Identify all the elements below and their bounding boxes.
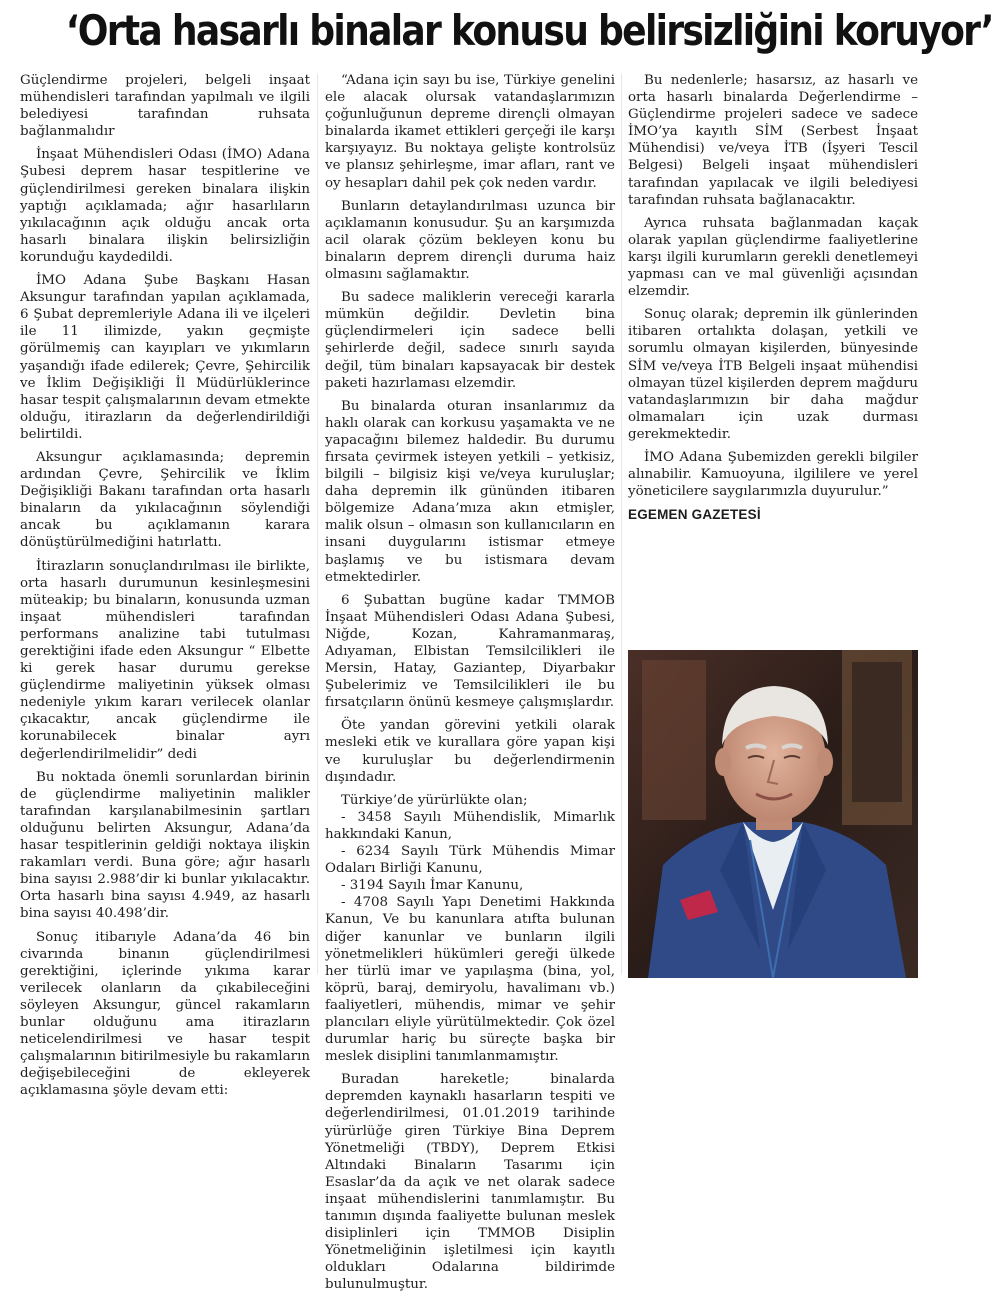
paragraph: İMO Adana Şube Başkanı Hasan Aksungur tarafından yapılan açıklamada, 6 Şubat depremleriyle Adana ili ve ilçeleri ile 11 ilimizde, yakın geçmişte görülmemiş can kayıpları ve yıkımların yaşandığı ifade edilerek; Çevre, Şehircilik ve İklim Değişikliği İl Müdürlüklerince hasar tespit çalışmalarının devam etmekte olduğu, itirazların da değerlendirildiği belirtildi. bbox=[20, 273, 310, 442]
paragraph: 6 Şubattan bugüne kadar TMMOB İnşaat Mühendisleri Odası Adana Şubesi, Niğde, Kozan, Kahramanmaraş, Adıyaman, Elbistan Temsilcilikleri ile Mersin, Hatay, Gaziantep, Diyarbakır Şubelerimiz ve Temsilcilikleri ile bu fırsatçıların önünü kesmeye çalışmışlardır. bbox=[325, 592, 615, 711]
paragraph: “Adana için sayı bu ise, Türkiye genelini ele alacak olursak vatandaşlarımızın çoğunluğunun depreme dirençli olmayan binalarda ikamet ettikleri gerçeği ile karşı karşıyayız. Bu noktaya gelişte kontrolsüz ve plansız şehirleşme, imar afları, rant ve oy hesapları dahil pek çok neden vardır. bbox=[325, 73, 615, 191]
headline: ‘Orta hasarlı binalar konusu belirsizliğini koruyor’ bbox=[65, 6, 993, 55]
column-rule bbox=[317, 74, 318, 974]
ear-left bbox=[715, 748, 731, 776]
list-item: - 4708 Sayılı Yapı Denetimi Hakkında Kanun, Ve bu kanunlara atıfta bulunan diğer kanunlar ve bunların ilgili yönetmelikleri hükümleri gereği ülkede her türlü imar ve yapılaşma (bina, yol, köprü, baraj, demiryolu, havalimanı vb.) faaliyetleri, mühendis, mimar ve şehir plancıları eliyle yürütülmektedir. Çok özel durumlar hariç bu süreçte başka bir meslek disiplini tanımlanmamıştır. bbox=[325, 895, 615, 1065]
paragraph: İMO Adana Şubemizden gerekli bilgiler alınabilir. Kamuoyuna, ilgililere ve yerel yöneticilere saygılarımızla duyurulur.” bbox=[628, 449, 918, 500]
paragraph: Aksungur açıklamasında; depremin ardından Çevre, Şehircilik ve İklim Değişikliği Bakanı tarafından orta hasarlı binaların da yıkılacağının söylendiği ancak bu açıklamanın karara dönüştürülmediğini hatırlattı. bbox=[20, 449, 310, 551]
list-item: - 3458 Sayılı Mühendislik, Mimarlık hakkındaki Kanun, bbox=[325, 809, 615, 842]
source-credit: EGEMEN GAZETESİ bbox=[628, 507, 761, 523]
paragraph: Buradan hareketle; binalarda depremden kaynaklı hasarların tespiti ve değerlendirilmesi, 01.01.2019 tarihinde yürürlüğe giren Türkiye Bina Deprem Yönetmeliği (TBDY), Deprem Etkisi Altındaki Binaların Tasarımı için Esaslar’da da açık ve net olarak sadece inşaat mühendislerini tanımlamıştır. Bu tanımın dışında faaliyette bulunan meslek disiplinleri için TMMOB Disiplin Yönetmeliğinin işletilmesi için kayıtlı oldukları Odalarına bildirimde bulunulmuştur. bbox=[325, 1072, 615, 1293]
paragraph: Bu nedenlerle; hasarsız, az hasarlı ve orta hasarlı binalarda Değerlendirme – Güçlendirme projeleri sadece ve sadece İMO’ya kayıtlı SİM (Serbest İnşaat Mühendisi) ve/veya İTB (İşyeri Tescil Belgesi) Belgeli inşaat mühendisleri tarafından yapılacak ve ilgili belediyesi tarafından ruhsata bağlanacaktır. bbox=[628, 73, 918, 208]
list-item: - 6234 Sayılı Türk Mühendis Mimar Odaları Birliği Kanunu, bbox=[325, 844, 615, 877]
portrait-photo bbox=[628, 650, 918, 978]
paragraph: Öte yandan görevini yetkili olarak mesleki etik ve kurallara göre yapan kişi ve kuruluşlar bu değerlendirmenin dışındadır. bbox=[325, 718, 615, 785]
paragraph: Türkiye’de yürürlükte olan; bbox=[341, 792, 528, 808]
ear-right bbox=[817, 748, 833, 776]
column-1 bbox=[20, 72, 310, 1099]
paragraph: Sonuç olarak; depremin ilk günlerinden itibaren ortalıkta dolaşan, yetkili ve sorumlu olmayan kişilerden, bünyesinde SİM ve/veya İTB Belgeli inşaat mühendisi olmayan tüzel kişilerden deprem mağduru vatandaşlarımızın bir daha mağdur olmamaları için uzak durması gerekmektedir. bbox=[628, 307, 918, 442]
column-2 bbox=[325, 72, 615, 1293]
list-item: - 3194 Sayılı İmar Kanunu, bbox=[341, 878, 524, 894]
paragraph: İtirazların sonuçlandırılması ile birlikte, orta hasarlı durumunun kesinleşmesini müteakip; bu binaların, konusunda uzman inşaat mühendisleri tarafından performans analizine tabi tutulması gerektiğini ifade eden Aksungur “ Elbette ki gerek hasar durumu gerekse güçlendirme maliyetinin yüksek olması nedeniyle yıkım kararı verilecek olanlar çıkacaktır, ancak güçlendirme ile korunabilecek binalar ayrı değerlendirilmelidir” dedi bbox=[20, 558, 310, 762]
column-3 bbox=[628, 72, 918, 632]
frame-inner bbox=[852, 662, 902, 802]
paragraph: İnşaat Mühendisleri Odası (İMO) Adana Şubesi deprem hasar tespitlerine ve güçlendirilmesi gereken binalara ilişkin yaptığı açıklamada; ağır hasarlıların yıkılacağının açık olduğu ancak orta hasarlı binalara ilişkin belirsizliğin korunduğu kaydedildi. bbox=[20, 147, 310, 265]
paragraph: Güçlendirme projeleri, belgeli inşaat mühendisleri tarafından yapılmalı ve ilgili belediyesi tarafından ruhsata bağlanmalıdır bbox=[20, 73, 310, 140]
paragraph: Sonuç itibarıyle Adana’da 46 bin civarında binanın güçlendirilmesi gerektiğini, içlerinde yıkıma karar verilecek olanların da çıkabileceğini söyleyen Aksungur, güncel rakamların bunlar olduğunu ama itirazların neticelendirilmesi ve hasar tespit çalışmalarının bitirilmesiyle bu rakamların değişebileceğini de ekleyerek açıklamasına şöyle devam etti: bbox=[20, 929, 310, 1099]
paragraph: Bunların detaylandırılması uzunca bir açıklamanın konusudur. Şu an karşımızda acil olarak çözüm bekleyen konu bu binaların deprem dirençli duruma haiz olmasını sağlamaktır. bbox=[325, 198, 615, 283]
paragraph: Ayrıca ruhsata bağlanmadan kaçak olarak yapılan güçlendirme faaliyetlerine karşı ilgili kurumların gerekli denetlemeyi yapması can ve mal güvenliği açısından elzemdir. bbox=[628, 215, 918, 300]
portrait-illustration bbox=[628, 650, 918, 978]
paragraph: Bu binalarda oturan insanlarımız da haklı olarak can korkusu yaşamakta ve ne yapacağını bilemez haldedir. Bu durumu fırsata çevirmek isteyen yetkili – yetkisiz, bilgili – bilgisiz kişi ve/veya kuruluşlar; daha depremin ilk gününden itibaren bölgemize Adana’mıza akın etmişler, malik olsun – olmasın son kullanıcıların en insani duygularını istismar etmeye başlamış ve bu istismara devam etmektedirler. bbox=[325, 398, 615, 585]
column-rule bbox=[621, 74, 622, 974]
paragraph: Bu sadece maliklerin vereceği kararla mümkün değildir. Devletin bina güçlendirmeleri için sadece belli şehirlerde değil, sadece sınırlı sayıda değil, tüm binaları kapsayacak bir destek paketi hazırlaması elzemdir. bbox=[325, 290, 615, 391]
frame-left bbox=[642, 660, 706, 820]
paragraph: Bu noktada önemli sorunlardan birinin de güçlendirme maliyetinin malikler tarafından karşılanabilmesinin şartları olduğunu belirten Aksungur, Adana’da hasar tespitlerinin geldiği noktaya ilişkin rakamları verdi. Buna göre; ağır hasarlı bina sayısı 2.988’dir ki bunlar yıkılacaktır. Orta hasarlı bina sayısı 4.949, az hasarlı bina sayısı 40.498’dir. bbox=[20, 769, 310, 922]
